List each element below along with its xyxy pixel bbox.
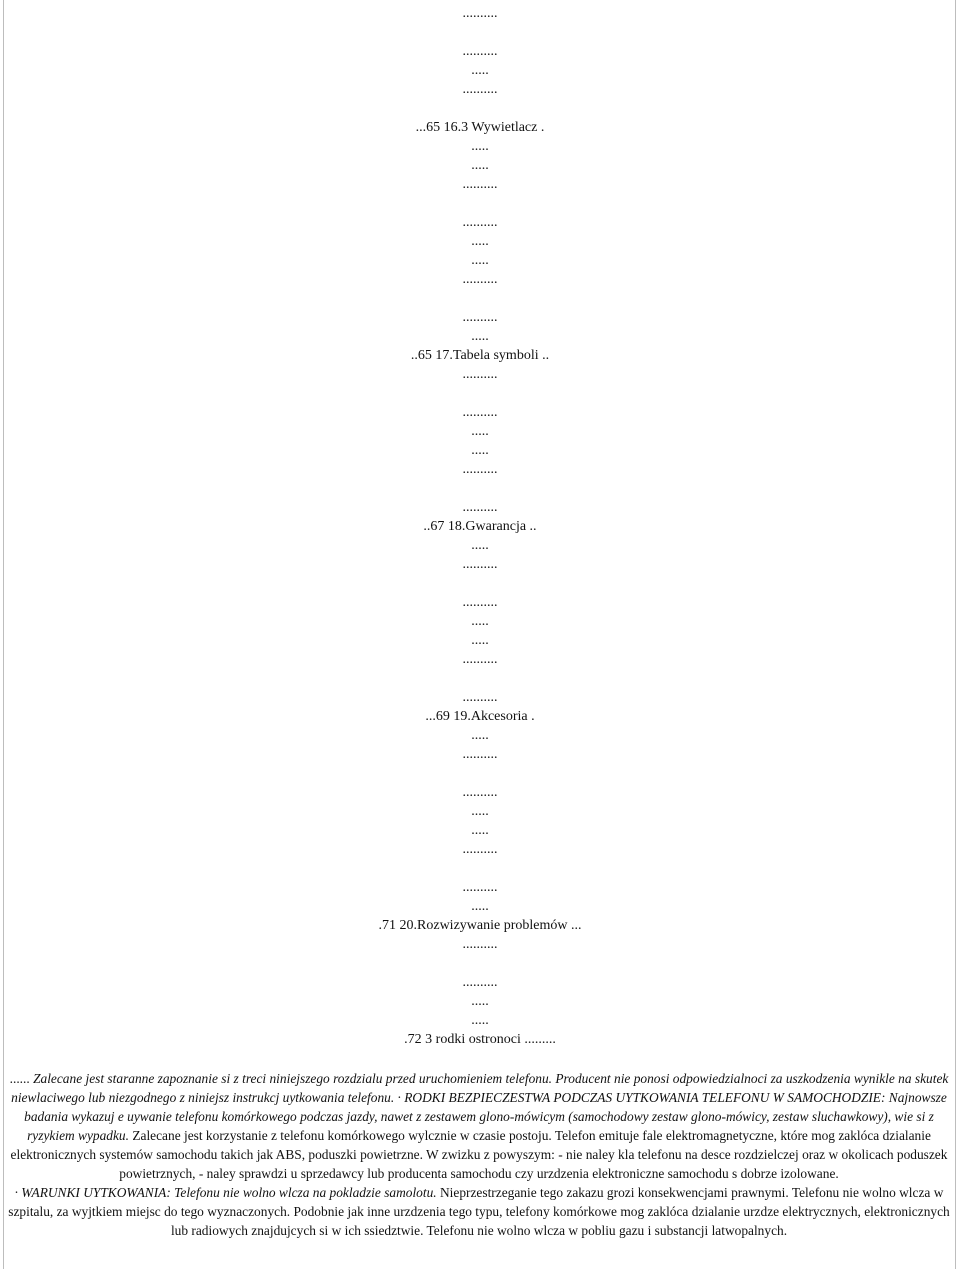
toc-line: ..... — [471, 158, 489, 173]
toc-line: .......... — [462, 690, 498, 705]
toc-line: .......... — [462, 595, 498, 610]
toc-line: .......... — [462, 82, 498, 97]
toc-line: ..... — [471, 728, 489, 743]
toc-line: .......... — [462, 785, 498, 800]
toc-line: .......... — [462, 215, 498, 230]
toc-line: .......... — [462, 937, 498, 952]
toc-line: .......... — [462, 500, 498, 515]
toc-line: ..... — [471, 443, 489, 458]
toc-line — [0, 290, 960, 307]
toc-line: ..... — [471, 614, 489, 629]
safety-car-text: Zalecane jest korzystanie z telefonu komórkowego wylcznie w czasie postoju. Telefon emituje fale elektromagnetyczne, które mog zaklóca dzialanie elektronicznych systemów samochodu takich jak ABS, poduszki powietrzne. W zwizku z powyszym: - nie naley kla telefonu na desce rozdzielczej oraz w okolicach poduszek powietrznych, - naley sprawdzi u sprzedawcy lub producenta samochodu czy urzdzenia elektroniczne samochodu s dobrze izolowane. — [10, 1128, 948, 1181]
toc-line: ..... — [471, 823, 489, 838]
toc-line: .71 20.Rozwizywanie problemów ... — [378, 918, 582, 933]
toc-line: .......... — [462, 652, 498, 667]
toc-line: ..... — [471, 424, 489, 439]
safety-section — [5, 1069, 953, 1240]
toc-line: ..... — [471, 633, 489, 648]
toc-line: .......... — [462, 975, 498, 990]
toc-line: .......... — [462, 310, 498, 325]
toc-line — [0, 385, 960, 402]
safety-paragraph-1 — [5, 1069, 953, 1183]
toc-line — [0, 860, 960, 877]
toc-line: ..... — [471, 253, 489, 268]
toc-line: .......... — [462, 367, 498, 382]
toc-line: ..... — [471, 234, 489, 249]
toc-line — [0, 670, 960, 687]
toc-line: .......... — [462, 405, 498, 420]
toc-line: .......... — [462, 880, 498, 895]
toc-line — [0, 765, 960, 782]
toc-line: .......... — [462, 842, 498, 857]
usage-conditions-heading: · WARUNKI UYTKOWANIA: Telefonu nie wolno wlcza na pokladzie samolotu. — [14, 1185, 437, 1200]
safety-lead-dots: ...... — [9, 1071, 34, 1086]
toc-line — [0, 100, 960, 117]
toc-line: ...69 19.Akcesoria . — [425, 709, 535, 724]
toc-line — [0, 575, 960, 592]
toc-line: ..... — [471, 538, 489, 553]
toc-line — [0, 1050, 960, 1067]
safety-intro-text: Zalecane jest staranne zapoznanie si z treci niniejszego rozdzialu przed uruchomieniem telefonu. Producent nie ponosi odpowiedzialnoci za uszkodzenia wynikle na skutek niewlaciwego lub niezgodnego z niniejsz instrukcj uytkowania telefonu. · RODKI BEZPIECZESTWA PODCZAS UYTKOWANIA TELEFONU W SAMOCHODZIE: Najnowsze badania wykazuj e uywanie telefonu komórkowego podczas jazdy, nawet z zestawem glono-mówicym (samochodowy zestaw glono-mówicy, zestaw sluchawkowy), wie si z ryzykiem wypadku. — [11, 1071, 949, 1143]
toc-line: ..... — [471, 329, 489, 344]
toc-line: ..... — [471, 899, 489, 914]
toc-line: .72 3 rodki ostronoci ......... — [404, 1032, 556, 1047]
toc-line: .......... — [462, 462, 498, 477]
toc-line — [0, 195, 960, 212]
toc-line: .......... — [462, 557, 498, 572]
toc-line: .......... — [462, 272, 498, 287]
toc-line — [0, 480, 960, 497]
toc-line: ..... — [471, 804, 489, 819]
toc-line: ..... — [471, 63, 489, 78]
toc-line — [0, 24, 960, 41]
toc-line — [0, 955, 960, 972]
toc-line: .......... — [462, 747, 498, 762]
toc-line: ...65 16.3 Wywietlacz . — [415, 120, 545, 135]
toc-line: ..... — [471, 1013, 489, 1028]
toc-line: .......... — [462, 44, 498, 59]
toc-line: ..67 18.Gwarancja .. — [423, 519, 537, 534]
toc-line: .......... — [462, 177, 498, 192]
toc-line: .......... — [462, 6, 498, 21]
toc-line: ..... — [471, 139, 489, 154]
safety-paragraph-2 — [5, 1183, 953, 1240]
toc-line: ..65 17.Tabela symboli .. — [410, 348, 550, 363]
toc-line: ..... — [471, 994, 489, 1009]
usage-conditions-text: Nieprzestrzeganie tego zakazu grozi konsekwencjami prawnymi. Telefonu nie wolno wlcza w szpitalu, za wyjtkiem miejsc do tego wyznaczonych. Podobnie jak inne urzdzenia tego typu, telefony komórkowe mog zaklóca dzialanie urzdze elektrycznych, elektronicznych lub radiowych znajdujcych si w ich ssiedztwie. Telefonu nie wolno wlcza w pobliu gazu i substancji latwopalnych. — [8, 1185, 950, 1238]
